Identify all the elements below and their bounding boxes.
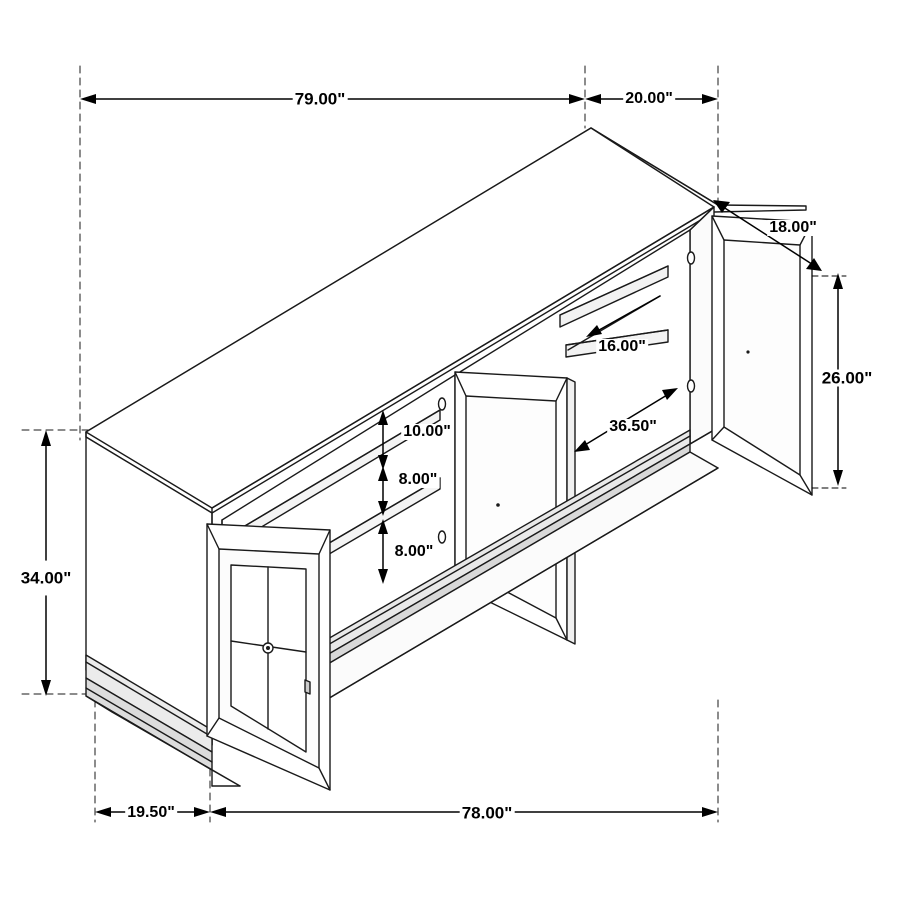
dimension-label-shelf-gap-bottom: 8.00" xyxy=(394,543,434,560)
dimension-label-depth-top: 20.00" xyxy=(625,90,673,107)
dimension-label-overall-height: 34.00" xyxy=(20,568,72,588)
dimension-label-shelf-gap-top: 10.00" xyxy=(403,423,451,440)
dimension-label-left-door-width: 19.50" xyxy=(127,804,175,821)
dimension-label-opening-width-center: 36.50" xyxy=(609,418,657,435)
dimension-label-shelf-width-right: 16.00" xyxy=(598,338,646,355)
dimension-label-door-right-height: 26.00" xyxy=(821,368,873,388)
dimension-label-shelf-gap-middle: 8.00" xyxy=(398,471,438,488)
dimension-label-width-top: 79.00" xyxy=(294,89,346,109)
dimension-label-door-right-depth: 18.00" xyxy=(769,219,817,236)
dimension-label-body-width-bottom: 78.00" xyxy=(461,803,513,823)
